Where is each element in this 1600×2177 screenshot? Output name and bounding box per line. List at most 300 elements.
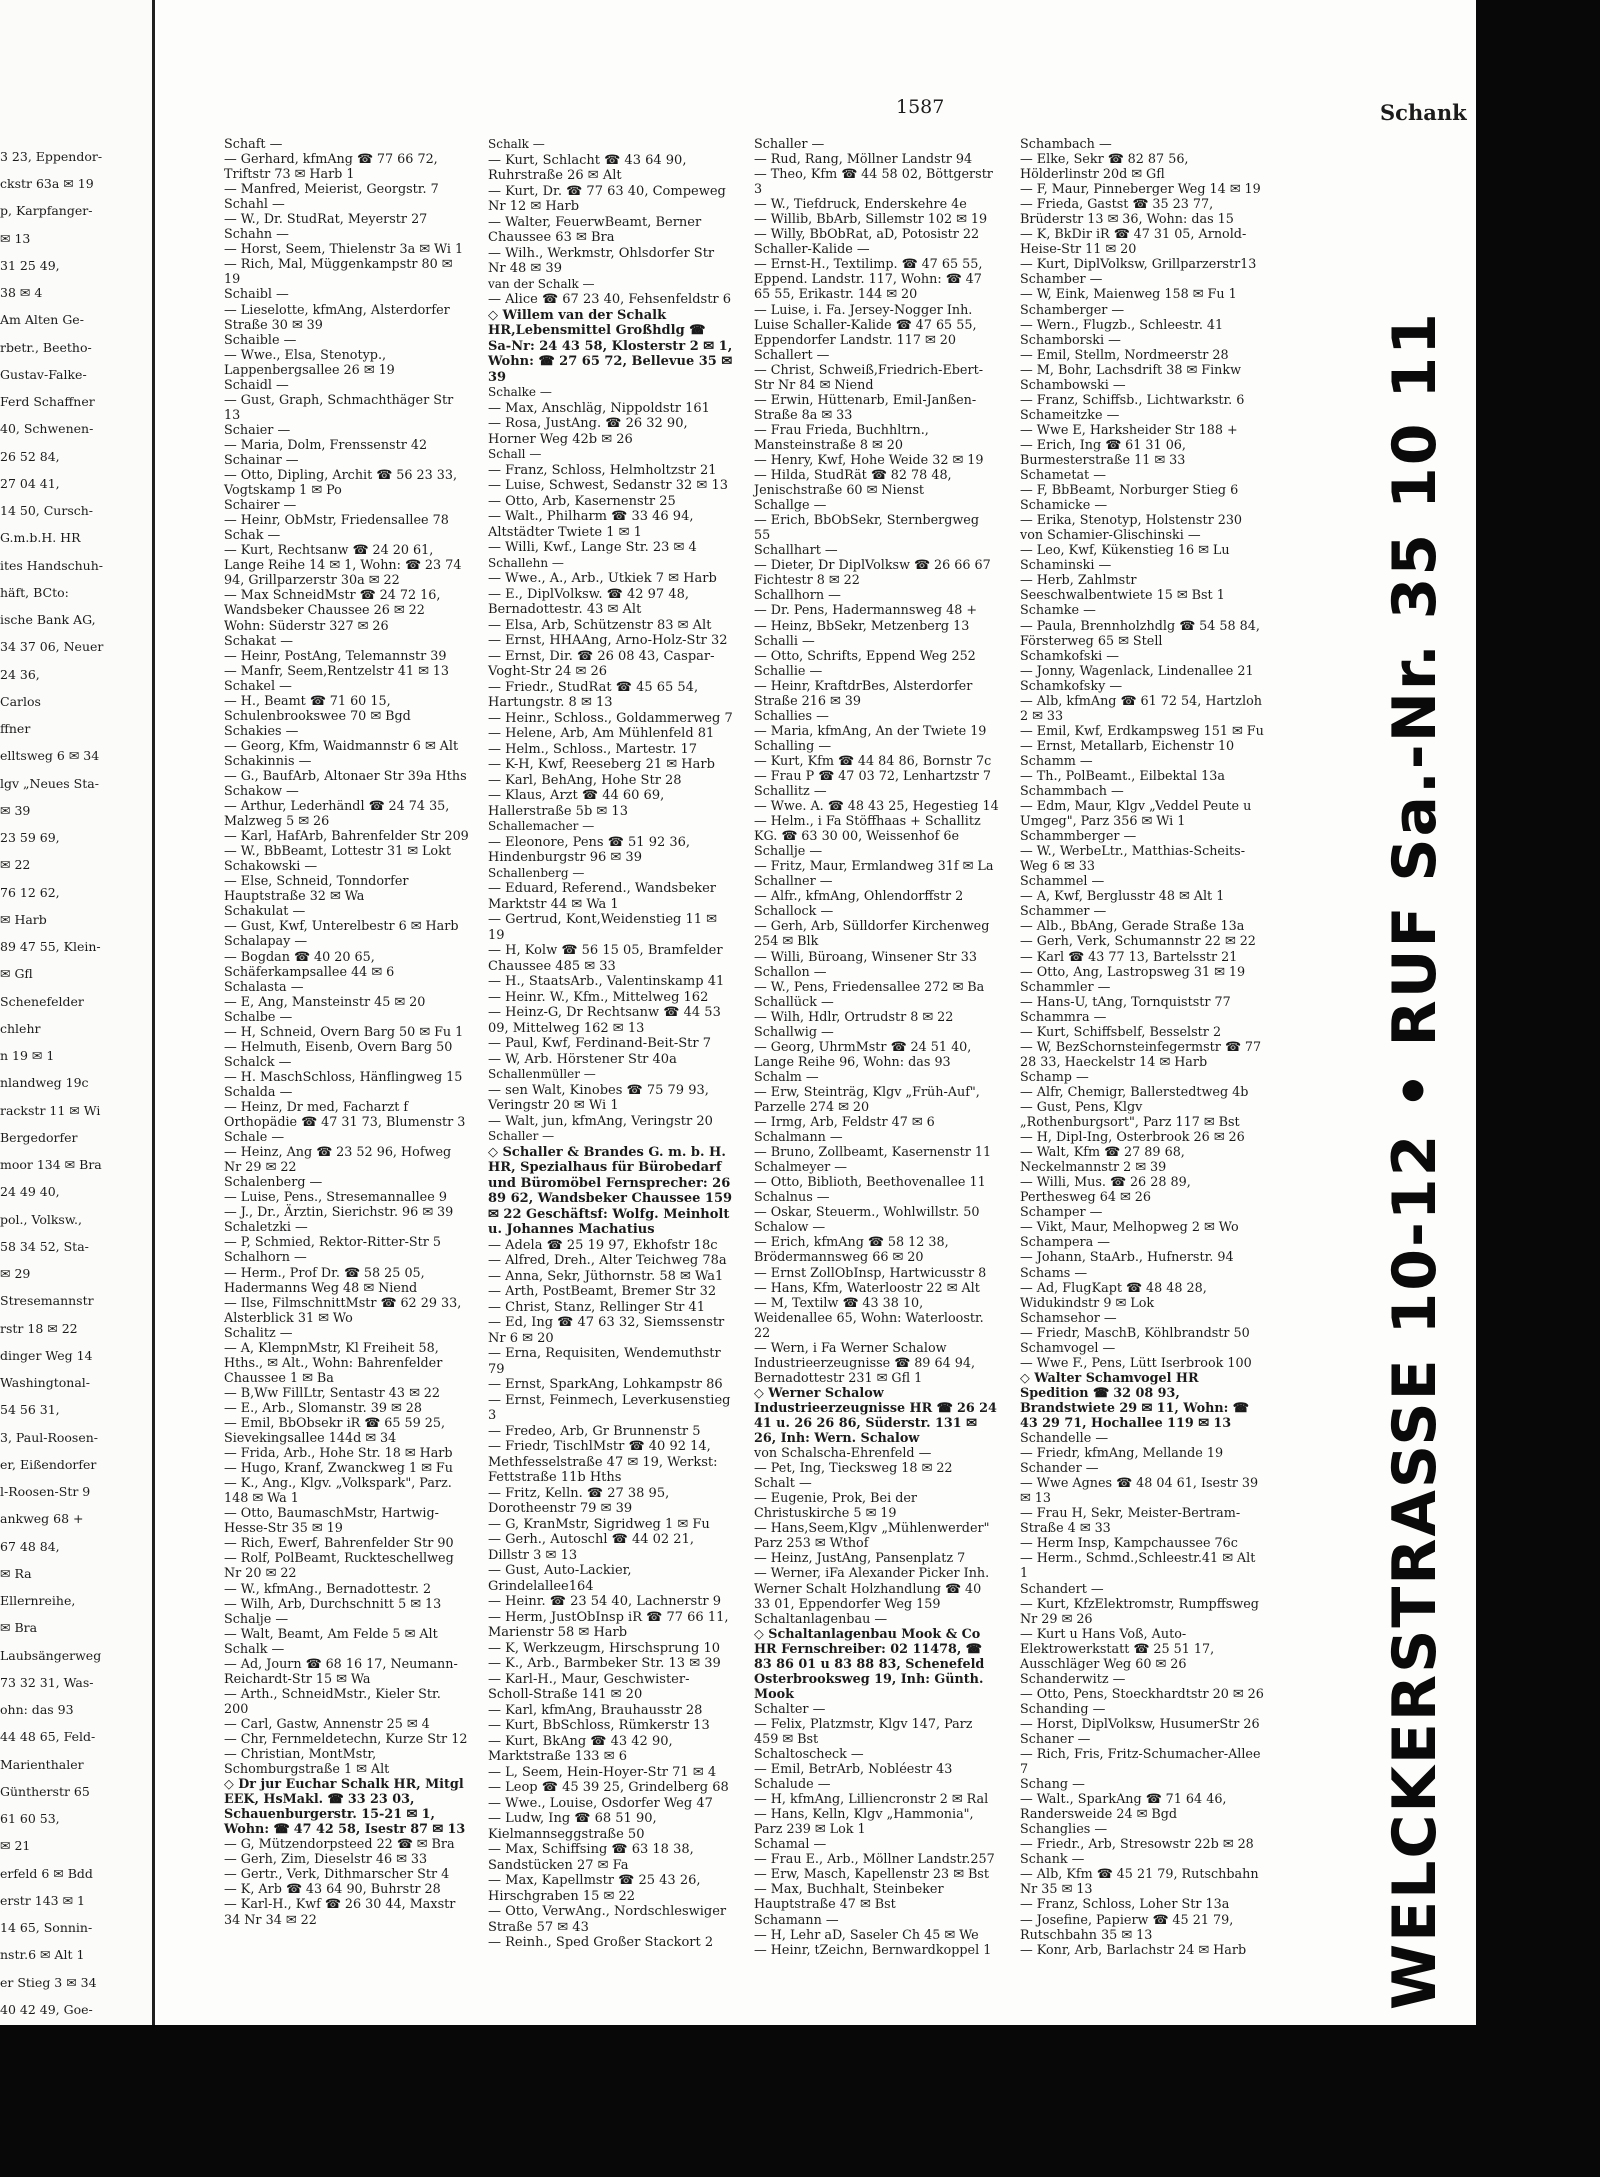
previous-page-line: Schenefelder (0, 994, 84, 1009)
surname-heading: Schamm — (1020, 753, 1093, 769)
directory-entry: — G, Mützendorpsteed 22 ☎ ✉ Bra (224, 1837, 455, 1853)
directory-entry: — Wwe., A., Arb., Utkiek 7 ✉ Harb (488, 571, 717, 586)
surname-heading: Schallwig — (754, 1024, 834, 1040)
directory-entry: — W, BezSchornsteinfegermstr ☎ 77 28 33, Haeckelstr 14 ✉ Harb (1020, 1039, 1266, 1070)
directory-entry: — Herb, Zahlmstr Seeschwalbentwiete 15 ✉ Bst 1 (1020, 573, 1225, 604)
directory-entry: — Karl-H., Kwf ☎ 26 30 44, Maxstr 34 Nr 34 ✉ 22 (224, 1897, 460, 1928)
surname-heading: Schandelle — (1020, 1431, 1109, 1447)
directory-entry: — Rosa, JustAng. ☎ 26 32 90, Horner Weg 42b ✉ 26 (488, 416, 692, 447)
directory-entry: — Helmuth, Eisenb, Overn Barg 50 (224, 1039, 453, 1055)
previous-page-line: 3 23, Eppendor- (0, 150, 103, 164)
directory-entry: — Kurt, Schiffsbelf, Besselstr 2 (1020, 1024, 1222, 1040)
directory-entry: — Otto, Arb, Kasernenstr 25 (488, 493, 676, 509)
directory-entry: — Johann, StaArb., Hufnerstr. 94 (1020, 1250, 1234, 1266)
directory-entry: — Manfr, Seem,Rentzelstr 41 ✉ 13 (224, 663, 450, 679)
directory-entry: — Henry, Kwf, Hohe Weide 32 ✉ 19 (754, 452, 984, 468)
directory-entry: — F, Maur, Pinneberger Weg 14 ✉ 19 (1020, 182, 1261, 198)
previous-page-line: Gustav-Falke- (0, 367, 87, 382)
directory-entry: — B,Ww FillLtr, Sentastr 43 ✉ 22 (224, 1385, 441, 1401)
previous-page-line: 76 12 62, (0, 885, 60, 900)
previous-page-line: Laubsängerweg (0, 1648, 102, 1663)
directory-entry: — Gerh, Arb, Sülldorfer Kirchenweg 254 ✉ Blk (754, 919, 994, 950)
previous-page-line: ankweg 68 + (0, 1512, 84, 1527)
directory-entry: — Alfred, Dreh., Alter Teichweg 78a (488, 1253, 727, 1268)
previous-page-line: lgv „Neues Sta- (0, 776, 99, 791)
surname-heading: Schalenberg — (224, 1175, 323, 1191)
surname-heading: Schalhorn — (224, 1250, 307, 1266)
surname-heading: Schamal — (754, 1837, 827, 1853)
directory-entry: — Ernst, HHAAng, Arno-Holz-Str 32 (488, 633, 728, 648)
surname-heading: Schammberger — (1020, 829, 1137, 845)
surname-heading: Schaidl — (224, 377, 289, 393)
directory-entry: — Anna, Sekr, Jüthornstr. 58 ✉ Wa1 (488, 1268, 724, 1284)
directory-entry: — Otto, Ang, Lastropsweg 31 ✉ 19 (1020, 964, 1246, 980)
directory-entry: — Max, Buchhalt, Steinbeker Hauptstraße 47 ✉ Bst (754, 1882, 948, 1913)
directory-entry: — Walt., Philharm ☎ 33 46 94, Altstädter Twiete 1 ✉ 1 (488, 509, 698, 540)
directory-entry: — Leop ☎ 45 39 25, Grindelberg 68 (488, 1780, 729, 1795)
directory-entry: — Ernst-H., Textilimp. ☎ 47 65 55, Eppend. Landstr. 117, Wohn: ☎ 47 65 55, Erikastr. 144 ✉ 20 (754, 257, 987, 303)
directory-entry: — K., Ang., Klgv. „Volkspark", Parz. 148 ✉ Wa 1 (224, 1476, 456, 1507)
surname-heading: Schalda — (224, 1084, 293, 1100)
previous-page-line: rackstr 11 ✉ Wi (0, 1103, 101, 1118)
surname-heading: Schamkofsky — (1020, 678, 1123, 694)
surname-heading: Schalk — (488, 137, 545, 151)
surname-heading: Schanding — (1020, 1701, 1106, 1717)
directory-entry: — Theo, Kfm ☎ 44 58 02, Böttgerstr 3 (754, 167, 997, 198)
directory-entry: — K., Arb., Barmbeker Str. 13 ✉ 39 (488, 1656, 721, 1671)
directory-entry: — Heinr, tZeichn, Bernwardkoppel 1 (754, 1942, 992, 1958)
directory-entry: — Gerh., Autoschl ☎ 44 02 21, Dillstr 3 ✉ 13 (488, 1532, 699, 1563)
directory-entry: — Max, Anschläg, Nippoldstr 161 (488, 400, 710, 416)
surname-heading: Schamborski — (1020, 332, 1121, 348)
previous-page-line: 31 25 49, (0, 258, 60, 273)
previous-page-line: ✉ 13 (0, 231, 31, 246)
surname-heading: Schallenberg — (488, 865, 585, 880)
previous-page-line: pol., Volksw., (0, 1212, 83, 1227)
previous-page-line: Ferd Schaffner (0, 395, 95, 410)
surname-heading: Schalm — (754, 1069, 819, 1085)
previous-page-line: 27 04 41, (0, 476, 60, 491)
surname-heading: Schamvogel — (1020, 1340, 1116, 1356)
directory-entry: — M, Textilw ☎ 43 38 10, Weidenallee 65, Wohn: Waterloostr. 22 (754, 1295, 988, 1341)
directory-entry: — Elke, Sekr ☎ 82 87 56, Hölderlinstr 20d ✉ Gfl (1020, 152, 1193, 183)
previous-page-line: nlandweg 19c (0, 1076, 89, 1091)
directory-entry: — Willi, Mus. ☎ 26 28 89, Perthesweg 64 ✉ 26 (1020, 1175, 1195, 1206)
surname-heading: Schalje — (224, 1611, 289, 1627)
previous-page-line: elltsweg 6 ✉ 34 (0, 749, 100, 764)
surname-heading: Schakies — (224, 723, 299, 739)
surname-heading: Schamsehor — (1020, 1310, 1117, 1326)
surname-heading: Schammler — (1020, 979, 1111, 995)
directory-entry: — Heinr, KraftdrBes, Alsterdorfer Straße 216 ✉ 39 (754, 678, 977, 709)
directory-entry: — Otto, Dipling, Archit ☎ 56 23 33, Vogtskamp 1 ✉ Po (224, 468, 462, 499)
directory-entry: — Christian, MontMstr, Schomburgstraße 1 ✉ Alt (224, 1747, 390, 1778)
directory-entry: — Pet, Ing, Tiecksweg 18 ✉ 22 (754, 1461, 953, 1477)
directory-entry: — Gust, Pens, Klgv „Rothenburgsort", Parz 117 ✉ Bst (1020, 1100, 1240, 1131)
surname-heading: Schamke — (1020, 603, 1096, 619)
directory-entry: — A, KlempnMstr, Kl Freiheit 58, Hths., ✉ Alt., Wohn: Bahrenfelder Chaussee 1 ✉ Ba (224, 1340, 447, 1386)
directory-entry: ◇ Dr jur Euchar Schalk HR, Mitgl EEK, HsMakl. ☎ 33 23 03, Schauenburgerstr. 15-21 ✉ 1, Wohn: ☎ 47 42 58, Isestr 87 ✉ 13 (224, 1777, 469, 1838)
directory-entry: — Emil, Kwf, Erdkampsweg 151 ✉ Fu (1020, 723, 1264, 739)
previous-page-line: erfeld 6 ✉ Bdd (0, 1866, 93, 1881)
directory-entry: — Frida, Arb., Hohe Str. 18 ✉ Harb (224, 1446, 453, 1462)
directory-entry: — Herm., Prof Dr. ☎ 58 25 05, Hadermanns Weg 48 ✉ Niend (224, 1265, 429, 1296)
directory-entry: — Eleonore, Pens ☎ 51 92 36, Hindenburgstr 96 ✉ 39 (488, 834, 695, 865)
directory-entry: ◇ Walter Schamvogel HR Spedition ☎ 32 08 93, Brandstwiete 29 ✉ 11, Wohn: ☎ 43 29 71, Hochallee 119 ✉ 13 (1020, 1370, 1254, 1431)
directory-entry: — Karl, BehAng, Hohe Str 28 (488, 772, 682, 788)
directory-entry: — Klaus, Arzt ☎ 44 60 69, Hallerstraße 5b ✉ 13 (488, 788, 669, 819)
directory-sheet (158, 0, 1476, 2025)
directory-entry: — W., Tiefdruck, Enderskehre 4e (754, 197, 967, 213)
directory-entry: — P, Schmied, Rektor-Ritter-Str 5 (224, 1235, 442, 1251)
directory-entry: — Leo, Kwf, Kükenstieg 16 ✉ Lu (1020, 543, 1230, 559)
directory-entry: — Herm, JustObInsp iR ☎ 77 66 11, Marienstr 58 ✉ Harb (488, 1609, 733, 1640)
directory-entry: — Ad, FlugKapt ☎ 48 48 28, Widukindstr 9 ✉ Lok (1020, 1280, 1211, 1311)
directory-entry: — Erwin, Hüttenarb, Emil-Janßen-Straße 8a ✉ 33 (754, 392, 977, 423)
directory-entry: — Herm., Schmd.,Schleestr.41 ✉ Alt 1 (1020, 1551, 1260, 1582)
surname-heading: Schamber — (1020, 272, 1103, 288)
directory-entry: — Eduard, Referend., Wandsbeker Marktstr 44 ✉ Wa 1 (488, 881, 721, 912)
directory-entry: — Kurt, Dr. ☎ 77 63 40, Compeweg Nr 12 ✉ Harb (488, 183, 730, 214)
directory-entry: — Oskar, Steuerm., Wohlwillstr. 50 (754, 1205, 980, 1221)
directory-entry: — Wwe., Louise, Osdorfer Weg 47 (488, 1795, 713, 1811)
directory-entry: — Walt, Kfm ☎ 27 89 68, Neckelmannstr 2 ✉ 39 (1020, 1145, 1189, 1176)
directory-entry: — Ed, Ing ☎ 47 63 32, Siemssenstr Nr 6 ✉ 20 (488, 1315, 729, 1346)
directory-entry: — Luise, Pens., Stresemannallee 9 (224, 1190, 447, 1206)
directory-entry: — Rud, Rang, Möllner Landstr 94 (754, 152, 973, 168)
directory-entry: — Walt, jun, kfmAng, Veringstr 20 (488, 1113, 713, 1129)
directory-entry: — Wwe Agnes ☎ 48 04 61, Isestr 39 ✉ 13 (1020, 1476, 1263, 1507)
directory-entry: — Herm Insp, Kampchaussee 76c (1020, 1536, 1238, 1552)
directory-entry: — Wilh, Hdlr, Ortrudstr 8 ✉ 22 (754, 1009, 954, 1025)
directory-entry: — Erika, Stenotyp, Holstenstr 230 (1020, 513, 1243, 529)
directory-entry: — Maria, Dolm, Frenssenstr 42 (224, 437, 428, 453)
directory-entry: ◇ Schaltanlagenbau Mook & Co HR Fernschreiber: 02 11478, ☎ 83 86 01 u 83 88 83, Schenefeld Osterbrooksweg 19, Inh: Günth. Mook (754, 1626, 989, 1702)
directory-entry: — Friedr, TischlMstr ☎ 40 92 14, Methfesselstraße 47 ✉ 19, Werkst: Fettstraße 11b Hths (488, 1439, 722, 1485)
directory-entry: — Frau H, Sekr, Meister-Bertram-Straße 4 ✉ 33 (1020, 1506, 1241, 1537)
directory-entry: — H., StaatsArb., Valentinskamp 41 (488, 974, 725, 989)
directory-entry: — Wilh, Arb, Durchschnitt 5 ✉ 13 (224, 1596, 442, 1612)
surname-heading: Schang — (1020, 1777, 1085, 1793)
previous-page-line: ✉ Bra (0, 1621, 38, 1636)
directory-entry: — Otto, VerwAng., Nordschleswiger Straße 57 ✉ 43 (488, 1904, 731, 1935)
surname-heading: Schakowski — (224, 859, 318, 875)
directory-entry: — Th., PolBeamt., Eilbektal 13a (1020, 768, 1225, 784)
directory-entry: — Frieda, Gastst ☎ 35 23 77, Brüderstr 13 ✉ 36, Wohn: das 15 (1020, 197, 1234, 228)
surname-heading: Schalude — (754, 1777, 831, 1793)
surname-heading: Schalbe — (224, 1009, 293, 1025)
directory-entry: — Vikt, Maur, Melhopweg 2 ✉ Wo (1020, 1220, 1239, 1236)
directory-entry: — Helene, Arb, Am Mühlenfeld 81 (488, 726, 715, 741)
previous-page-line: Am Alten Ge- (0, 313, 84, 328)
surname-heading: Schanglies — (1020, 1822, 1108, 1838)
previous-page-line: Bergedorfer (0, 1130, 78, 1145)
surname-heading: Schainar — (224, 452, 299, 468)
directory-entry: — W., WerbeLtr., Matthias-Scheits-Weg 6 ✉ 33 (1020, 844, 1246, 875)
surname-heading: Schander — (1020, 1461, 1099, 1477)
directory-entry: — Wern., Flugzb., Schleestr. 41 (1020, 317, 1224, 333)
directory-entry: — Ludw, Ing ☎ 68 51 90, Kielmannseggstraße 50 (488, 1811, 661, 1842)
directory-entry: — Ernst, Feinmech, Leverkusenstieg 3 (488, 1392, 735, 1423)
previous-page-line: rbetr., Beetho- (0, 340, 92, 355)
directory-entry: ◇ Willem van der Schalk HR,Lebensmittel Großhdlg ☎ Sa-Nr: 24 43 58, Klosterstr 2 ✉ 1, Wohn: ☎ 27 65 72, Bellevue 35 ✉ 39 (488, 307, 737, 385)
directory-entry: — Alfr, Chemigr, Ballerstedtweg 4b (1020, 1084, 1249, 1100)
directory-entry: — Hugo, Kranf, Zwanckweg 1 ✉ Fu (224, 1461, 453, 1477)
surname-heading: Schammer — (1020, 904, 1107, 920)
page-number: 1587 (896, 96, 945, 118)
directory-entry: — H, Kolw ☎ 56 15 05, Bramfelder Chaussee 485 ✉ 33 (488, 943, 727, 974)
surname-heading: Schallje — (754, 844, 823, 860)
surname-heading: Schamicke — (1020, 498, 1108, 514)
directory-entry: — Kurt, KfzElektromstr, Rumpffsweg Nr 29 ✉ 26 (1020, 1596, 1264, 1627)
directory-entry: — Willi, Büroang, Winsener Str 33 (754, 949, 977, 965)
surname-heading: Schaier — (224, 422, 291, 438)
previous-page-line: l-Roosen-Str 9 (0, 1485, 91, 1500)
directory-entry: — Karl-H., Maur, Geschwister-Scholl-Straße 141 ✉ 20 (488, 1671, 690, 1702)
directory-entry: — H, kfmAng, Lilliencronstr 2 ✉ Ral (754, 1792, 989, 1808)
directory-entry: — Frau Frieda, Buchhltrn., Mansteinstraße 8 ✉ 20 (754, 422, 933, 453)
directory-entry: — Hans, Kelln, Klgv „Hammonia", Parz 239 ✉ Lok 1 (754, 1807, 978, 1838)
surname-heading: Schaltanlagenbau — (754, 1611, 888, 1627)
directory-entry: ◇ Werner Schalow Industrieerzeugnisse HR ☎ 26 24 41 u. 26 26 86, Süderstr. 131 ✉ 26, Inh: Wern. Schalow (754, 1385, 1002, 1447)
directory-entry: — Friedr., StudRat ☎ 45 65 54, Hartungstr. 8 ✉ 13 (488, 679, 703, 710)
previous-page-line: 34 37 06, Neuer (0, 640, 104, 655)
surname-heading: Schamkofski — (1020, 648, 1120, 664)
previous-page-line: ✉ Harb (0, 912, 47, 927)
directory-entry: — Erich, kfmAng ☎ 58 12 38, Brödermannsweg 66 ✉ 20 (754, 1235, 953, 1266)
directory-entry: — Hilda, StudRät ☎ 82 78 48, Jenischstraße 60 ✉ Nienst (754, 468, 956, 499)
directory-entry: — Friedr, kfmAng, Mellande 19 (1020, 1446, 1224, 1462)
surname-heading: Schaft — (224, 137, 283, 152)
directory-entry: — Felix, Platzmstr, Klgv 147, Parz 459 ✉ Bst (754, 1716, 977, 1747)
directory-entry: — Gertrud, Kont,Weidenstieg 11 ✉ 19 (488, 912, 722, 943)
previous-page-line: dinger Weg 14 (0, 1348, 93, 1363)
previous-page-line: 58 34 52, Sta- (0, 1239, 89, 1254)
surname-heading: Schalitz — (224, 1325, 293, 1341)
directory-entry: — E., Arb., Slomanstr. 39 ✉ 28 (224, 1400, 422, 1416)
previous-page-line: ische Bank AG, (0, 613, 96, 628)
directory-entry: — Rich, Fris, Fritz-Schumacher-Allee 7 (1020, 1747, 1265, 1778)
directory-entry: — Alb, kfmAng ☎ 61 72 54, Hartzloh 2 ✉ 33 (1020, 693, 1267, 724)
previous-page-line: 3, Paul-Roosen- (0, 1430, 99, 1445)
surname-heading: Schaletzki — (224, 1220, 308, 1236)
previous-page-line: ffner (0, 722, 31, 737)
previous-page-line: 73 32 31, Was- (0, 1675, 94, 1690)
scan-border-bottom (0, 2025, 1600, 2177)
directory-entry: — Gust, Kwf, Unterelbestr 6 ✉ Harb (224, 919, 459, 935)
previous-page-line: ✉ 21 (0, 1839, 31, 1854)
surname-heading: Schamann — (754, 1912, 839, 1928)
directory-entry: — Friedr., Arb, Stresowstr 22b ✉ 28 (1020, 1837, 1254, 1853)
surname-heading: Schalling — (754, 738, 832, 754)
directory-entry: ◇ Schaller & Brandes G. m. b. H. HR, Spezialhaus für Bürobedarf und Büromöbel Fernsprecher: 26 89 62, Wandsbeker Chaussee 159 ✉ 22 Geschäftsf: Wolfg. Meinholt u. Johannes Machatius (488, 1144, 737, 1237)
directory-entry: — Kurt u Hans Voß, Auto-Elektrowerkstatt ☎ 25 51 17, Ausschläger Weg 60 ✉ 26 (1020, 1626, 1219, 1672)
directory-entry: — Wwe F., Pens, Lütt Iserbrook 100 (1020, 1355, 1252, 1371)
directory-entry: — Walt, Beamt, Am Felde 5 ✉ Alt (224, 1626, 438, 1642)
directory-entry: — Willy, BbObRat, aD, Potosistr 22 (754, 227, 980, 243)
directory-entry: — Max SchneidMstr ☎ 24 72 16, Wandsbeker Chaussee 26 ✉ 22 Wohn: Süderstr 327 ✉ 26 (224, 588, 445, 634)
surname-heading: von Schalscha-Ehrenfeld — (754, 1446, 932, 1462)
previous-page-line: moor 134 ✉ Bra (0, 1158, 102, 1173)
side-advertisement-text: WELCKERSTRASSE 10-12 • RUF Sa.-Nr. 35 10 11 (1380, 311, 1450, 2010)
surname-heading: Schambowski — (1020, 377, 1126, 393)
previous-page-line: ✉ 29 (0, 1267, 31, 1282)
directory-entry: — Otto, BaumaschMstr, Hartwig-Hesse-Str 35 ✉ 19 (224, 1506, 439, 1537)
surname-heading: Schameitzke — (1020, 407, 1120, 423)
page-keyword: Schank (1380, 100, 1467, 125)
directory-entry: — Heinz-G, Dr Rechtsanw ☎ 44 53 09, Mittelweg 162 ✉ 13 (488, 1005, 725, 1036)
directory-entry: — W., Dr. StudRat, Meyerstr 27 (224, 212, 428, 228)
directory-entry: — A, Kwf, Berglusstr 48 ✉ Alt 1 (1020, 889, 1225, 905)
surname-heading: Schallehn — (488, 555, 564, 570)
directory-entry: — Heinz, Dr med, Facharzt f Orthopädie ☎ 47 31 73, Blumenstr 3 (224, 1100, 466, 1131)
directory-entry: — Wwe. A. ☎ 48 43 25, Hegestieg 14 (754, 799, 999, 815)
directory-entry: — Emil, BetrArb, Nobléestr 43 (754, 1762, 953, 1778)
directory-entry: — J., Dr., Ärztin, Sierichstr. 96 ✉ 39 (224, 1205, 454, 1221)
directory-entry: — Frau P ☎ 47 03 72, Lenhartzstr 7 (754, 768, 991, 784)
directory-entry: — Heinr. W., Kfm., Mittelweg 162 (488, 989, 709, 1005)
directory-entry: — Ad, Journ ☎ 68 16 17, Neumann-Reichardt-Str 15 ✉ Wa (224, 1656, 458, 1687)
previous-page-line: nstr.6 ✉ Alt 1 (0, 1948, 85, 1963)
surname-heading: Schalli — (754, 633, 815, 649)
previous-page-line: 40 42 49, Goe- (0, 2002, 93, 2017)
directory-entry: — Alice ☎ 67 23 40, Fehsenfeldstr 6 (488, 292, 732, 307)
directory-entry: — Manfred, Meierist, Georgstr. 7 (224, 182, 439, 198)
previous-page-line: Stresemannstr (0, 1294, 94, 1309)
previous-page-line: 24 49 40, (0, 1185, 60, 1200)
directory-entry: — W., BbBeamt, Lottestr 31 ✉ Lokt (224, 844, 451, 860)
directory-entry: — Chr, Fernmeldetechn, Kurze Str 12 (224, 1731, 468, 1747)
directory-entry: — Rolf, PolBeamt, Ruckteschellweg Nr 20 ✉ 22 (224, 1551, 458, 1582)
directory-entry: — W., kfmAng., Bernadottestr. 2 (224, 1581, 432, 1597)
directory-entry: — Erna, Requisiten, Wendemuthstr 79 (488, 1346, 725, 1377)
surname-heading: Schallon — (754, 964, 827, 980)
directory-entry: — Edm, Maur, Klgv „Veddel Peute u Umgeg", Parz 356 ✉ Wi 1 (1020, 799, 1256, 830)
surname-heading: Schammra — (1020, 1009, 1107, 1025)
directory-entry: — Luise, Schwest, Sedanstr 32 ✉ 13 (488, 478, 728, 493)
directory-entry: — H., Beamt ☎ 71 60 15, Schulenbrookswee 70 ✉ Bgd (224, 693, 411, 724)
directory-entry: — F, BbBeamt, Norburger Stieg 6 (1020, 483, 1239, 499)
surname-heading: Schallenmüller — (488, 1067, 596, 1081)
surname-heading: Schambach — (1020, 137, 1112, 152)
previous-page-line: 44 48 65, Feld- (0, 1730, 96, 1745)
directory-entry: — Heinz, Ang ☎ 23 52 96, Hofweg Nr 29 ✉ 22 (224, 1145, 456, 1176)
previous-page-line: er, Eißendorfer (0, 1457, 97, 1472)
directory-entry: — Emil, BbObsekr iR ☎ 65 59 25, Sievekingsallee 144d ✉ 34 (224, 1415, 450, 1447)
directory-entry: — Ernst ZollObInsp, Hartwicusstr 8 (754, 1265, 987, 1281)
previous-page-line: häft, BCto: (0, 585, 69, 600)
surname-heading: Schalnus — (754, 1190, 830, 1206)
surname-heading: Schallemacher — (488, 819, 595, 833)
directory-entry: — Helm., Schloss., Martestr. 17 (488, 741, 698, 757)
surname-heading: Schallge — (754, 498, 827, 514)
directory-entry: — Friedr, MaschB, Köhlbrandstr 50 (1020, 1325, 1250, 1341)
previous-page-line: Marienthaler (0, 1757, 84, 1772)
directory-entry: — Lieselotte, kfmAng, Alsterdorfer Straße 30 ✉ 39 (224, 302, 454, 333)
previous-page-line: p, Karpfanger- (0, 204, 93, 219)
surname-heading: Schahn — (224, 227, 289, 243)
surname-heading: von Schamier-Glischinski — (1020, 528, 1201, 544)
directory-entry: — Ernst, Metallarb, Eichenstr 10 (1020, 738, 1235, 754)
directory-entry: — Helm., i Fa Stöffhaas + Schallitz KG. ☎ 63 30 00, Weissenhof 6e (754, 814, 985, 845)
directory-entry: — Erich, BbObSekr, Sternbergweg 55 (754, 513, 984, 544)
directory-entry: — Fritz, Maur, Ermlandweg 31f ✉ La (754, 859, 994, 875)
directory-entry: — Heinz, BbSekr, Metzenberg 13 (754, 618, 970, 634)
directory-entry: — Karl, HafArb, Bahrenfelder Str 209 (224, 829, 469, 845)
surname-heading: Schallner — (754, 874, 833, 890)
directory-entry: — Kurt, BbSchloss, Rümkerstr 13 (488, 1718, 710, 1733)
directory-entry: — K, Arb ☎ 43 64 90, Buhrstr 28 (224, 1882, 441, 1898)
directory-entry: — Georg, Kfm, Waidmannstr 6 ✉ Alt (224, 738, 459, 754)
directory-entry: — Else, Schneid, Tonndorfer Hauptstraße 32 ✉ Wa (224, 874, 413, 905)
previous-page-line: 54 56 31, (0, 1403, 60, 1418)
previous-page-line: 38 ✉ 4 (0, 286, 43, 301)
surname-heading: Schammel — (1020, 874, 1105, 890)
directory-entry: — Erw, Steinträg, Klgv „Früh-Auf", Parzelle 274 ✉ 20 (754, 1084, 984, 1115)
column-2 (488, 137, 737, 1951)
directory-entry: — Wwe., Elsa, Stenotyp., Lappenbergsallee 26 ✉ 19 (224, 347, 395, 378)
surname-heading: Schallies — (754, 708, 829, 724)
surname-heading: Schakel — (224, 678, 292, 694)
surname-heading: Schaminski — (1020, 558, 1112, 574)
directory-entry: — Carl, Gastw, Annenstr 25 ✉ 4 (224, 1716, 430, 1732)
previous-page-line: ckstr 63a ✉ 19 (0, 177, 94, 192)
directory-entry: — Otto, Schrifts, Eppend Weg 252 (754, 648, 976, 664)
surname-heading: Schallert — (754, 347, 830, 363)
directory-entry: — Wern, i Fa Werner Schalow Industrieerzeugnisse ☎ 89 64 94, Bernadottestr 231 ✉ Gfl 1 (754, 1340, 980, 1386)
directory-entry: — H, Schneid, Overn Barg 50 ✉ Fu 1 (224, 1024, 464, 1040)
surname-heading: Schaner — (1020, 1731, 1091, 1747)
surname-heading: Schall — (488, 447, 542, 461)
previous-page-line: ✉ Ra (0, 1566, 32, 1581)
previous-page-line: Washingtonal- (0, 1376, 91, 1391)
directory-entry: — Hans,Seem,Klgv „Mühlenwerder" Parz 253 ✉ Wthof (754, 1521, 994, 1552)
surname-heading: Schank — (1020, 1852, 1085, 1868)
directory-entry: — Karl, kfmAng, Brauhausstr 28 (488, 1702, 703, 1718)
directory-entry: — Irmg, Arb, Feldstr 47 ✉ 6 (754, 1115, 935, 1131)
previous-page-line: ✉ 39 (0, 803, 31, 818)
directory-entry: — Ilse, FilmschnittMstr ☎ 62 29 33, Alsterblick 31 ✉ Wo (224, 1295, 466, 1326)
directory-entry: — Willib, BbArb, Sillemstr 102 ✉ 19 (754, 212, 988, 228)
surname-heading: Schaller — (488, 1129, 555, 1143)
previous-page-line: 40, Schwenen- (0, 422, 94, 437)
directory-entry: — Max, Schiffsing ☎ 63 18 38, Sandstücken 27 ✉ Fa (488, 1842, 698, 1873)
directory-entry: — sen Walt, Kinobes ☎ 75 79 93, Veringstr 20 ✉ Wi 1 (488, 1082, 714, 1113)
surname-heading: Schairer — (224, 498, 297, 514)
directory-entry: — L, Seem, Hein-Hoyer-Str 71 ✉ 4 (488, 1764, 717, 1780)
directory-entry: — Gust, Auto-Lackier, Grindelallee164 (488, 1563, 636, 1594)
column-1 (224, 137, 469, 1928)
directory-entry: — Christ, Schweiß,Friedrich-Ebert-Str Nr 84 ✉ Niend (754, 362, 984, 393)
previous-page-line: 23 59 69, (0, 831, 60, 846)
surname-heading: Schalke — (488, 385, 552, 399)
previous-page-line: 67 48 84, (0, 1539, 60, 1554)
directory-entry: — M, Bohr, Lachsdrift 38 ✉ Finkw (1020, 362, 1242, 378)
surname-heading: Schanderwitz — (1020, 1671, 1126, 1687)
surname-heading: Schandert — (1020, 1581, 1104, 1597)
directory-entry: — Dieter, Dr DiplVolksw ☎ 26 66 67 Fichtestr 8 ✉ 22 (754, 558, 995, 589)
directory-entry: — E., DiplVolksw. ☎ 42 97 48, Bernadottestr. 43 ✉ Alt (488, 586, 694, 617)
directory-entry: — Werner, iFa Alexander Picker Inh. Werner Schalt Holzhandlung ☎ 40 33 01, Eppendorfer Weg 159 (754, 1566, 994, 1612)
previous-page-line: 61 60 53, (0, 1812, 60, 1827)
surname-heading: Schakat — (224, 633, 293, 649)
surname-heading: Schallitz — (754, 784, 827, 800)
directory-entry: — Jonny, Wagenlack, Lindenallee 21 (1020, 663, 1254, 679)
directory-entry: — Alfr., kfmAng, Ohlendorffstr 2 (754, 889, 964, 905)
surname-heading: Schallhorn — (754, 588, 841, 604)
directory-entry: — Emil, Stellm, Nordmeerstr 28 (1020, 347, 1229, 363)
previous-page-line: G.m.b.H. HR (0, 531, 81, 546)
